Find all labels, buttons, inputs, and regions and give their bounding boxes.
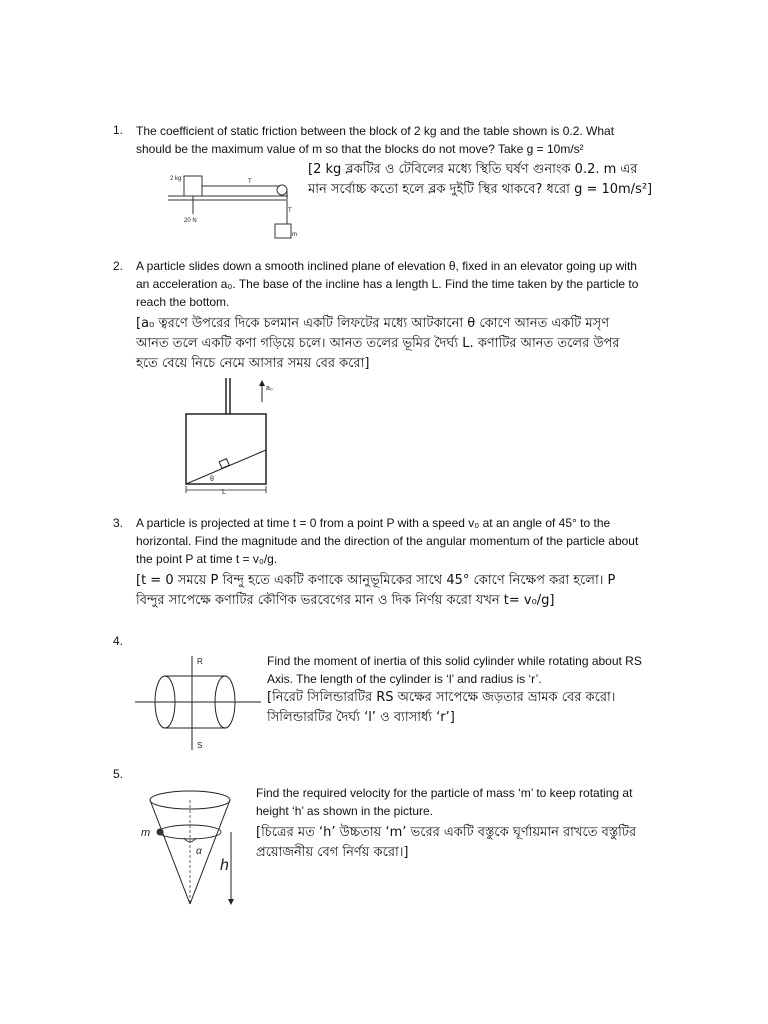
question-4-en-line-2: Axis. The length of the cylinder is ‘l’ and radius is ‘r’. [267, 672, 542, 686]
question-4-bn-line-2: সিলিন্ডারটির দৈর্ঘ্য ‘l’ ও ব্যাসার্ধ্য ‘r’] [267, 710, 455, 725]
question-5-figure-conical-motion [138, 786, 248, 911]
question-4-bengali [267, 688, 615, 728]
question-1-figure-block-table-pulley [168, 170, 298, 240]
question-2-figure-acceleration-label: a₀ [266, 385, 273, 392]
question-1-en-line-1: The coefficient of static friction between the block of 2 kg and the table shown is 0.2. What [136, 124, 615, 138]
question-2-number: 2. [113, 259, 124, 273]
question-2-english [136, 257, 638, 311]
question-2-en-line-3: reach the bottom. [136, 295, 230, 309]
question-4-en-line-1: Find the moment of inertia of this solid cylinder while rotating about RS [267, 654, 642, 668]
question-1-figure-weight-label: 20 N [184, 218, 197, 224]
question-2-bn-line-3: হতে বেয়ে নিচে নেমে আসার সময় বের করো] [136, 356, 370, 371]
question-1-en-line-2: should be the maximum value of m so that the blocks do not move? Take g = 10m/s² [136, 142, 584, 156]
question-4-figure-axis-bottom-label: S [197, 741, 203, 750]
question-2-figure-base-label: L [222, 489, 226, 496]
question-5-number: 5. [113, 767, 124, 781]
question-5-figure-mass-label: m [141, 827, 151, 839]
question-3-en-line-1: A particle is projected at time t = 0 from a point P with a speed v₀ at an angle of 45° to the [136, 516, 611, 530]
question-2-bengali [136, 314, 620, 374]
question-1-bn-line-1: [2 kg ব্লকটির ও টেবিলের মধ্যে স্থিতি ঘর্ষণ গুনাংক 0.2. m এর [308, 162, 638, 177]
question-4-number: 4. [113, 634, 124, 648]
question-4-figure-axis-top-label: R [197, 657, 203, 666]
question-5-en-line-1: Find the required velocity for the particle of mass ‘m’ to keep rotating at [256, 786, 633, 800]
question-3-en-line-3: the point P at time t = v₀/g. [136, 552, 278, 566]
question-5-english [256, 784, 632, 820]
question-5-figure-height-label: h [220, 857, 229, 874]
question-3-bn-line-1: [t = 0 সময়ে P বিন্দু হতে একটি কণাকে আনুভূমিকের সাথে 45° কোণে নিক্ষেপ করা হলো। P [136, 573, 616, 588]
question-3-bengali [136, 571, 615, 611]
question-4-figure-cylinder-axis [135, 652, 261, 752]
question-3-english [136, 514, 638, 568]
question-1-bn-line-2: মান সর্বোচ্চ কতো হলে ব্লক দুইটি স্থির থাকবে? ধরো g = 10m/s²] [308, 182, 653, 197]
question-1-bengali [308, 160, 652, 200]
question-5-bengali [256, 823, 636, 863]
question-3-en-line-2: horizontal. Find the magnitude and the direction of the angular momentum of the particle about [136, 534, 639, 548]
question-1-english [136, 122, 614, 158]
question-1-figure-tension-side: T [288, 208, 292, 214]
question-4-bn-line-1: [নিরেট সিলিন্ডারটির RS অক্ষের সাপেক্ষে জড়তার ভ্রামক বের করো। [267, 690, 616, 705]
question-1-figure-block-label: 2 kg [170, 176, 182, 182]
question-5-en-line-2: height ‘h’ as shown in the picture. [256, 804, 433, 818]
question-2-bn-line-1: [a₀ ত্বরণে উপরের দিকে চলমান একটি লিফটের মধ্যে আটকানো θ কোণে আনত একটি মসৃণ [136, 316, 610, 331]
question-1-figure-mass-label: m [292, 232, 297, 238]
question-1-number: 1. [113, 123, 124, 137]
question-4-english [267, 652, 642, 688]
question-2-en-line-1: A particle slides down a smooth inclined plane of elevation θ, fixed in an elevator going up with [136, 259, 637, 273]
question-2-figure-angle-label: θ [210, 476, 214, 483]
question-5-bn-line-1: [চিত্রের মত ‘h’ উচ্চতায় ‘m’ ভরের একটি বস্তুকে ঘূর্ণায়মান রাখতে বস্তুটির [256, 825, 637, 840]
question-2-en-line-2: an acceleration a₀. The base of the incline has a length L. Find the time taken by the particle to [136, 277, 639, 291]
question-2-figure-elevator-incline [182, 378, 282, 496]
question-5-bn-line-2: প্রয়োজনীয় বেগ নির্ণয় করো।] [256, 845, 409, 860]
question-2-bn-line-2: আনত তলে একটি কণা গড়িয়ে চলে। আনত তলের ভূমির দৈর্ঘ্য L. কণাটির আনত তলের উপর [136, 336, 620, 351]
question-5-figure-angle-label: α [196, 846, 202, 857]
question-3-number: 3. [113, 516, 124, 530]
question-3-bn-line-2: বিন্দুর সাপেক্ষে কণাটির কৌণিক ভরবেগের মান ও দিক নির্ণয় করো যখন t= v₀/g] [136, 593, 555, 608]
question-1-figure-tension-top: T [248, 179, 252, 185]
